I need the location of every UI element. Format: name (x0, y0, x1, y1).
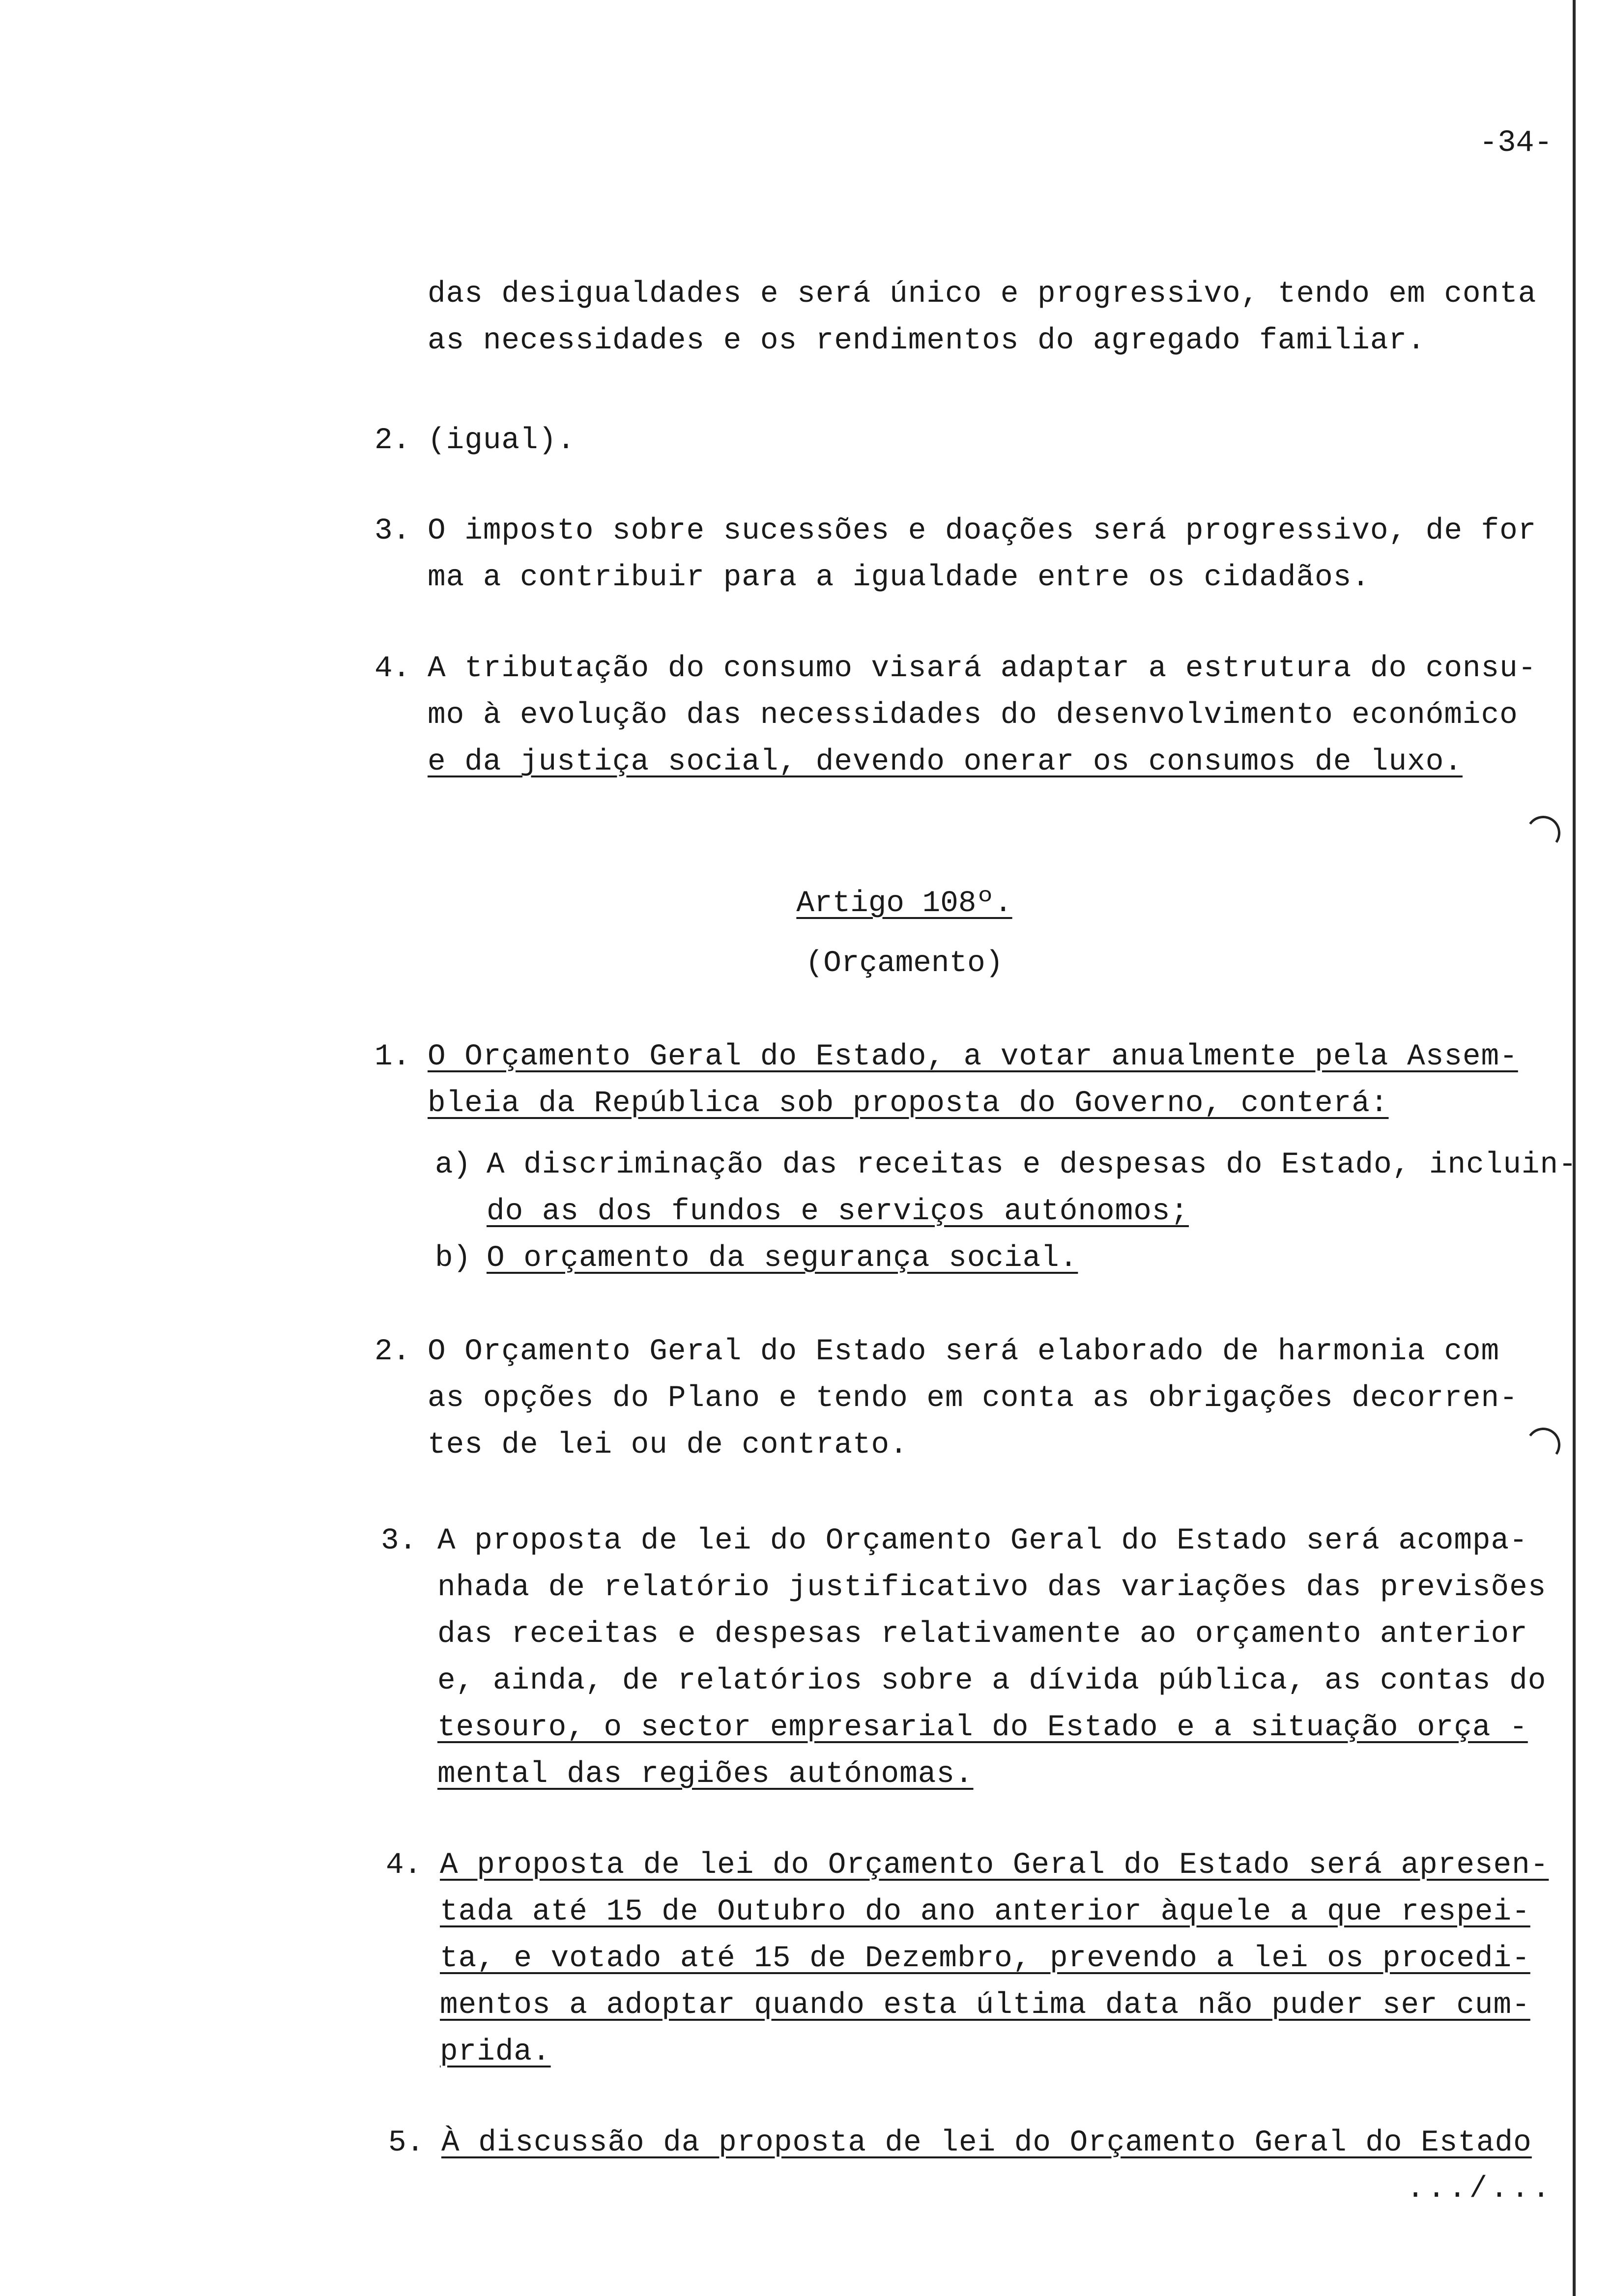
text-line: nhada de relatório justificativo das variações das previsões (437, 1571, 1547, 1605)
text-line: A proposta de lei do Orçamento Geral do Estado será apresen- (440, 1848, 1549, 1882)
text-line: (igual). (428, 424, 576, 458)
article-title: Artigo 108º. (796, 887, 1012, 920)
text-line: tes de lei ou de contrato. (428, 1428, 908, 1462)
continuation-mark: .../... (1406, 2172, 1553, 2206)
item-number: 1. (374, 1040, 411, 1074)
item-number: 3. (374, 514, 411, 548)
margin-bracket-mark (1523, 813, 1563, 853)
article-subtitle: (Orçamento) (805, 947, 1004, 980)
text-line: tada até 15 de Outubro do ano anterior àquele a que respei- (440, 1895, 1530, 1929)
text-line: prida. (440, 2035, 551, 2069)
text-line: mentos a adoptar quando esta última data não puder ser cum- (440, 1988, 1530, 2022)
item-number: a) (435, 1148, 471, 1182)
text-line: ta, e votado até 15 de Dezembro, prevendo a lei os procedi- (440, 1942, 1530, 1976)
text-line: do as dos fundos e serviços autónomos; (487, 1195, 1189, 1229)
item-number: 4. (386, 1848, 422, 1882)
item-number: 3. (381, 1524, 417, 1558)
item-number: 4. (374, 652, 411, 686)
text-line: A tributação do consumo visará adaptar a estrutura do consu- (428, 652, 1537, 686)
text-line: e, ainda, de relatórios sobre a dívida pública, as contas do (437, 1664, 1547, 1698)
text-line: mental das regiões autónomas. (437, 1757, 974, 1791)
item-number: 5. (388, 2126, 425, 2160)
text-line: as opções do Plano e tendo em conta as obrigações decorren- (428, 1381, 1518, 1415)
text-line: ma a contribuir para a igualdade entre os cidadãos. (428, 561, 1370, 595)
text-line: O imposto sobre sucessões e doações será progressivo, de for (428, 514, 1537, 548)
page-number: -34- (1479, 125, 1553, 160)
text-line: O orçamento da segurança social. (487, 1241, 1078, 1275)
text-line: A proposta de lei do Orçamento Geral do Estado será acompa- (437, 1524, 1528, 1558)
text-line: das receitas e despesas relativamente ao orçamento anterior (437, 1617, 1528, 1651)
text-line: as necessidades e os rendimentos do agregado familiar. (428, 324, 1426, 358)
text-line: mo à evolução das necessidades do desenvolvimento económico (428, 698, 1518, 732)
text-line: e da justiça social, devendo onerar os consumos de luxo. (428, 745, 1463, 779)
text-line: A discriminação das receitas e despesas do Estado, incluin- (487, 1148, 1577, 1182)
text-line: tesouro, o sector empresarial do Estado e a situação orça - (437, 1711, 1528, 1745)
text-line: À discussão da proposta de lei do Orçamento Geral do Estado (441, 2126, 1532, 2160)
item-number: 2. (374, 1335, 411, 1369)
text-line: das desigualdades e será único e progressivo, tendo em conta (428, 277, 1537, 311)
text-line: O Orçamento Geral do Estado, a votar anualmente pela Assem- (428, 1040, 1518, 1074)
text-line: O Orçamento Geral do Estado será elaborado de harmonia com (428, 1335, 1500, 1369)
item-number: 2. (374, 424, 411, 458)
margin-bracket-mark (1523, 1425, 1563, 1464)
item-number: b) (435, 1241, 471, 1275)
text-line: bleia da República sob proposta do Governo, conterá: (428, 1087, 1389, 1120)
